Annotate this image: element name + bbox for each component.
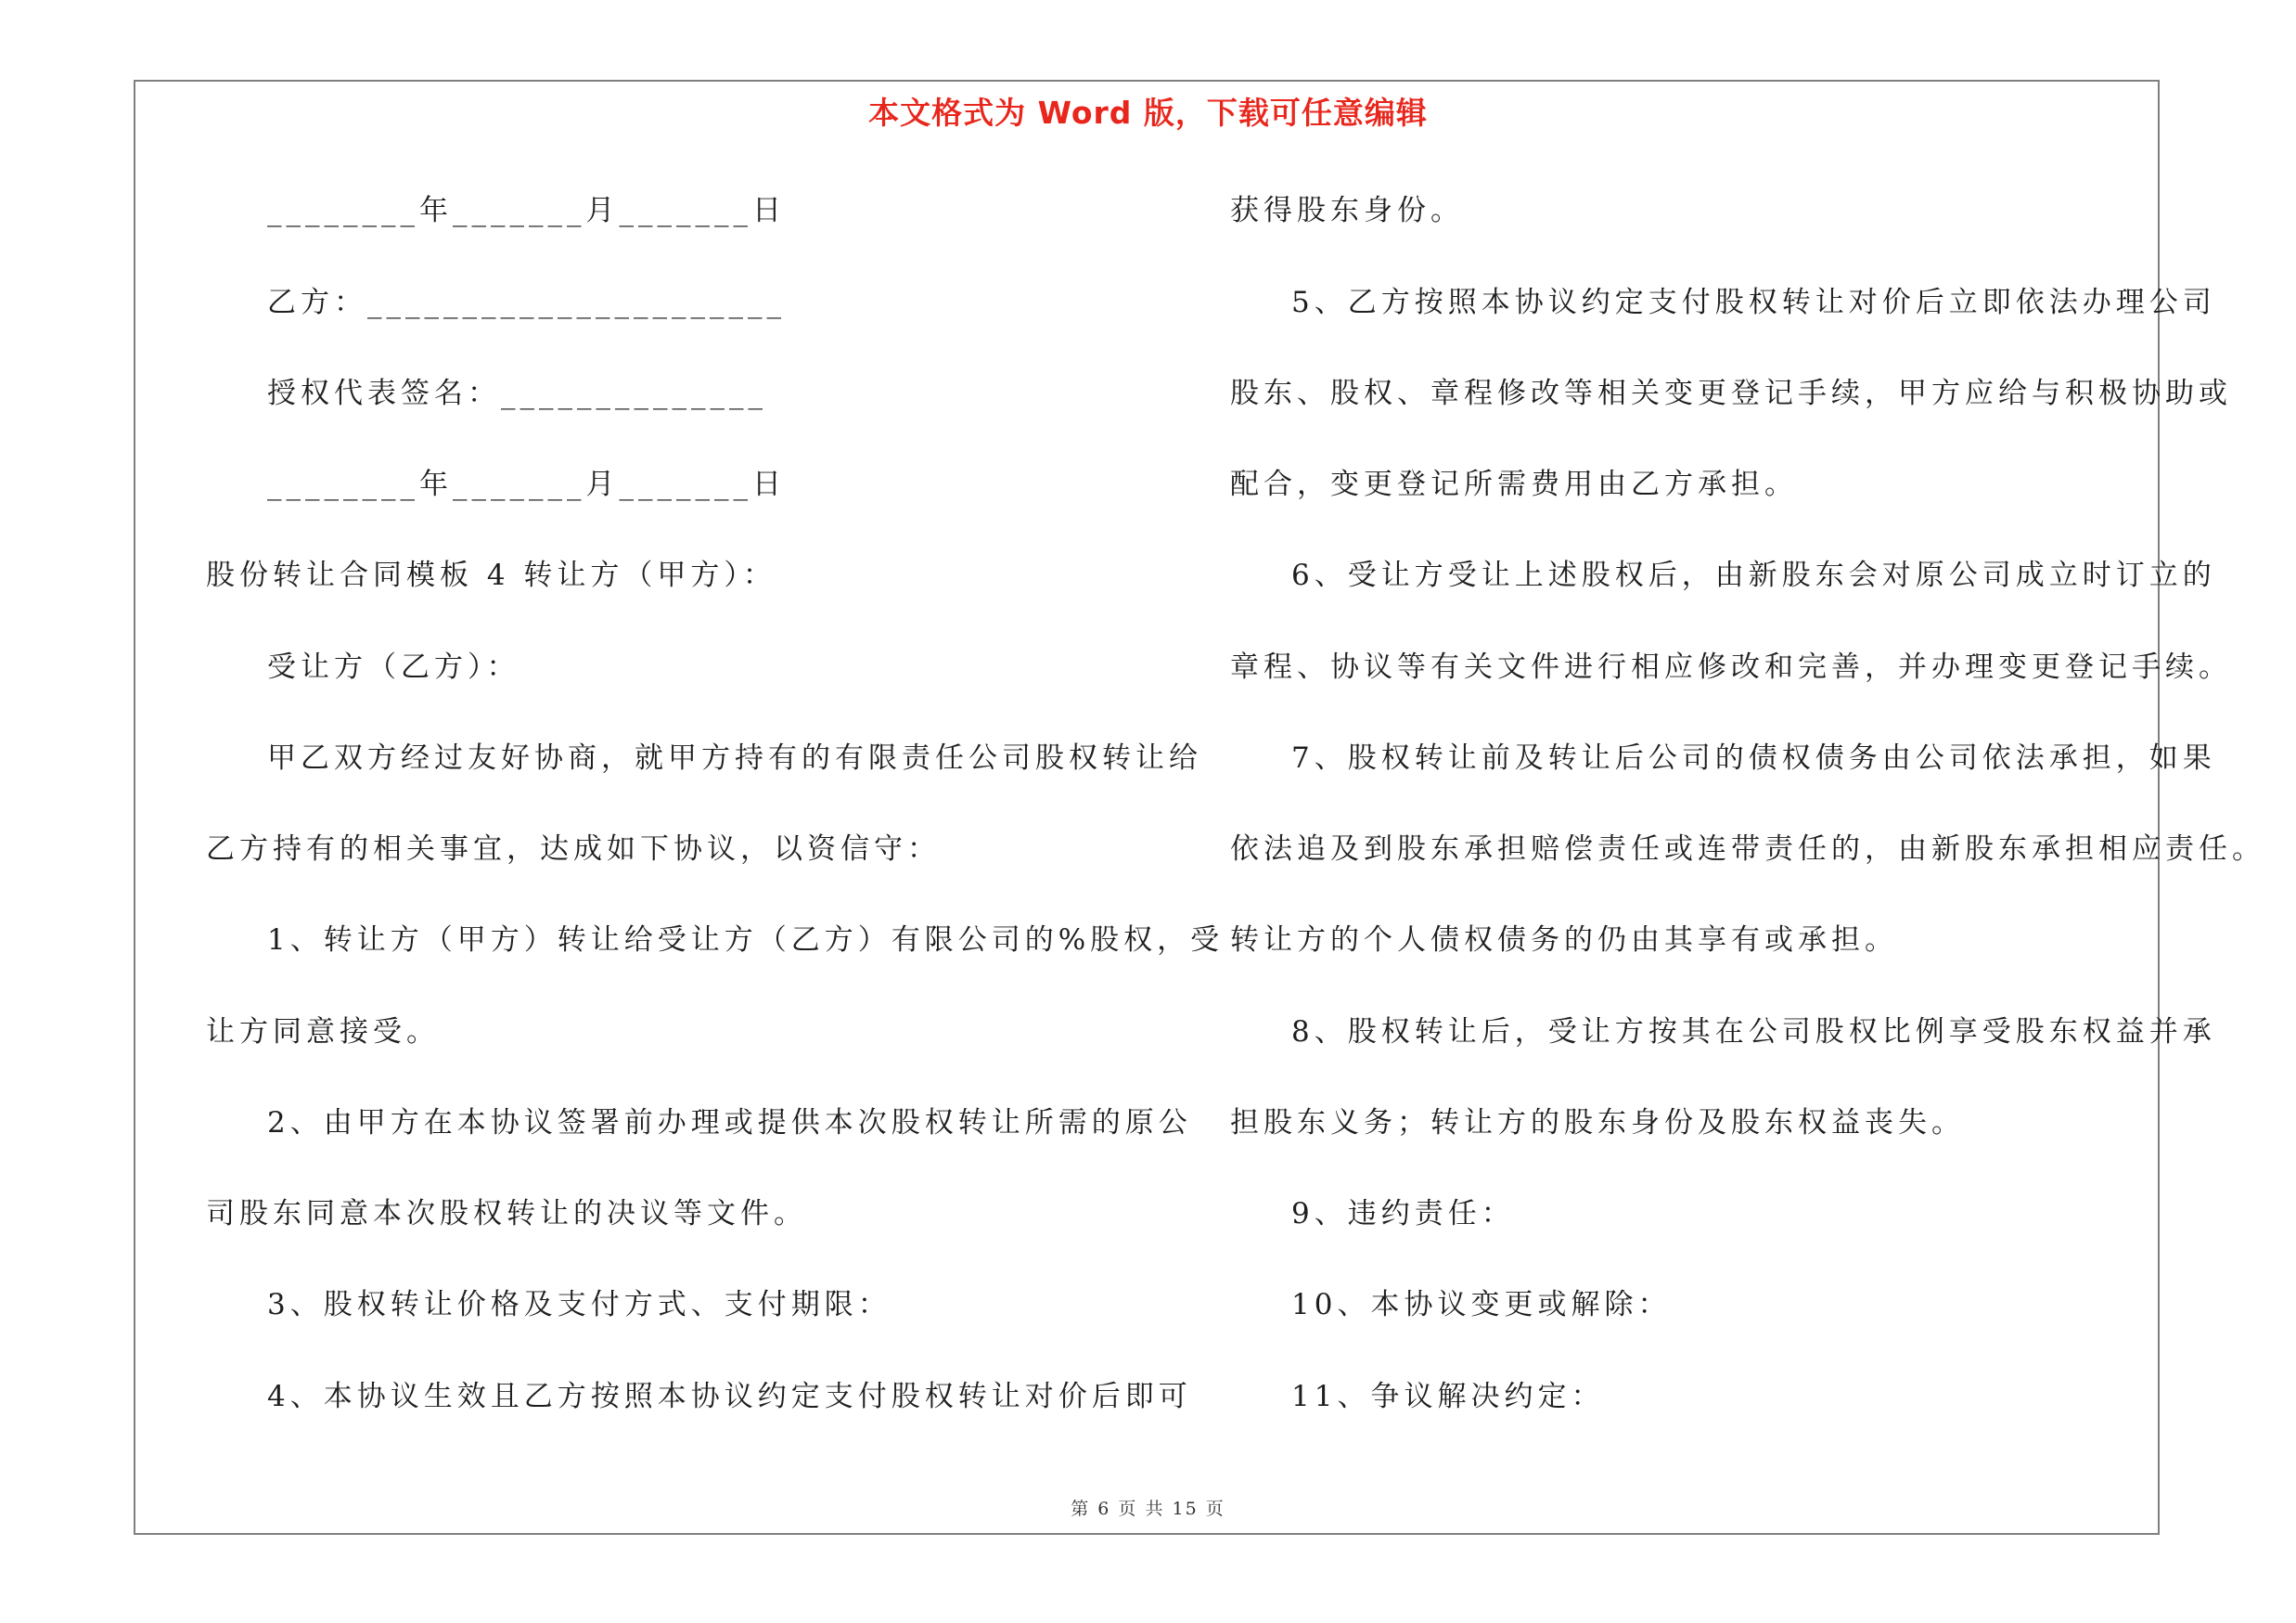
paragraph-line: 8、股权转让后，受让方按其在公司股权比例享受股东权益并承 xyxy=(1291,1015,2216,1049)
header-note: 本文格式为 Word 版，下载可任意编辑 xyxy=(868,95,1428,131)
paragraph-line: 5、乙方按照本协议约定支付股权转让对价后立即依法办理公司 xyxy=(1291,286,2216,319)
paragraph-line: 依法追及到股东承担赔偿责任或连带责任的，由新股东承担相应责任。 xyxy=(1230,832,2265,866)
paragraph-line: 6、受让方受让上述股权后，由新股东会对原公司成立时订立的 xyxy=(1291,559,2216,592)
page-footer: 第 6 页 共 15 页 xyxy=(1071,1499,1225,1519)
paragraph-line: 甲乙双方经过友好协商，就甲方持有的有限责任公司股权转让给 xyxy=(267,741,1202,775)
date-line: ________年_______月_______日 xyxy=(267,468,786,501)
paragraph-line: 股东、股权、章程修改等相关变更登记手续，甲方应给与积极协助或 xyxy=(1230,377,2232,410)
paragraph-line: 获得股东身份。 xyxy=(1230,194,1464,227)
paragraph-line: 2、由甲方在本协议签署前办理或提供本次股权转让所需的原公 xyxy=(267,1106,1192,1140)
paragraph-line: 章程、协议等有关文件进行相应修改和完善，并办理变更登记手续。 xyxy=(1230,650,2232,684)
party-b-line: 乙方：______________________ xyxy=(267,286,786,319)
paragraph-line: 配合，变更登记所需费用由乙方承担。 xyxy=(1230,468,1798,501)
paragraph-line: 转让方的个人债权债务的仍由其享有或承担。 xyxy=(1230,923,1898,957)
signature-line: 授权代表签名：______________ xyxy=(267,377,767,410)
date-line: ________年_______月_______日 xyxy=(267,194,786,227)
paragraph-line: 受让方（乙方）： xyxy=(267,650,520,684)
paragraph-line: 11、争议解决约定： xyxy=(1291,1380,1605,1413)
paragraph-line: 乙方持有的相关事宜，达成如下协议，以资信守： xyxy=(206,832,941,866)
paragraph-line: 3、股权转让价格及支付方式、支付期限： xyxy=(267,1288,891,1321)
paragraph-line: 让方同意接受。 xyxy=(206,1015,440,1049)
paragraph-line: 4、本协议生效且乙方按照本协议约定支付股权转让对价后即可 xyxy=(267,1380,1192,1413)
paragraph-line: 7、股权转让前及转让后公司的债权债务由公司依法承担，如果 xyxy=(1291,741,2216,775)
paragraph-line: 司股东同意本次股权转让的决议等文件。 xyxy=(206,1197,807,1230)
paragraph-line: 10、本协议变更或解除： xyxy=(1291,1288,1672,1321)
paragraph-line: 担股东义务；转让方的股东身份及股东权益丧失。 xyxy=(1230,1106,1965,1140)
section-title: 股份转让合同模板 4 转让方（甲方）： xyxy=(206,559,776,592)
paragraph-line: 1、转让方（甲方）转让给受让方（乙方）有限公司的%股权，受 xyxy=(267,923,1225,957)
paragraph-line: 9、违约责任： xyxy=(1291,1197,1515,1230)
